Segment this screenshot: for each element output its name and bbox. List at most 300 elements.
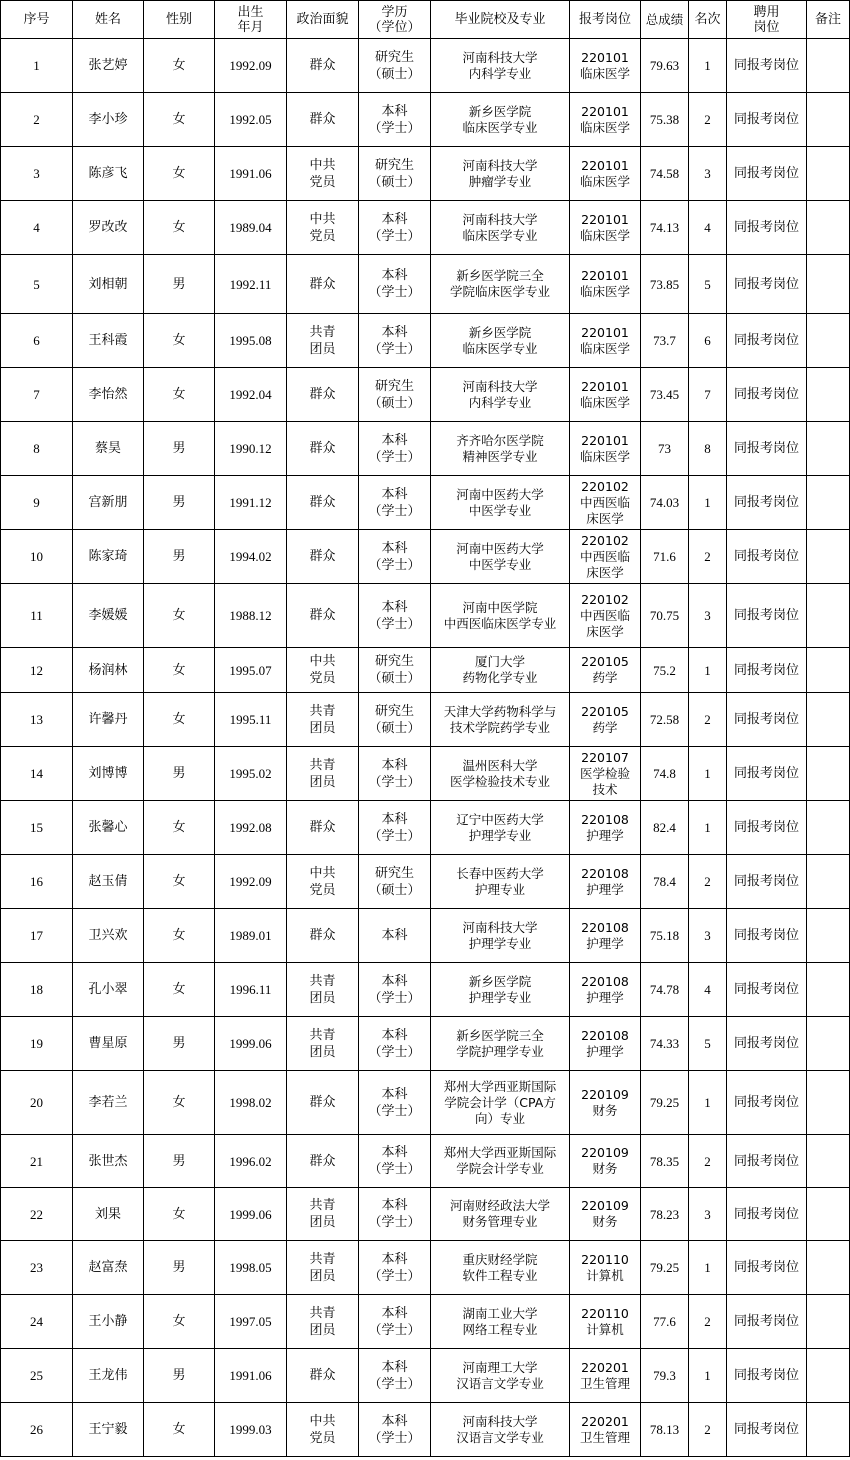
cell-gender: 女	[144, 93, 215, 147]
cell-no: 22	[1, 1188, 73, 1241]
cell-post: 220105 药学	[570, 648, 641, 693]
cell-note	[807, 1403, 850, 1457]
cell-edu: 本科 （学士）	[359, 201, 431, 255]
cell-name: 曹星原	[73, 1017, 144, 1071]
cell-gender: 女	[144, 314, 215, 368]
cell-hire: 同报考岗位	[727, 1295, 807, 1349]
cell-no: 5	[1, 255, 73, 314]
cell-post: 220101 临床医学	[570, 201, 641, 255]
cell-edu: 本科 （学士）	[359, 1135, 431, 1188]
cell-note	[807, 1188, 850, 1241]
cell-edu: 研究生 （硕士）	[359, 693, 431, 747]
cell-hire: 同报考岗位	[727, 648, 807, 693]
cell-political: 共青 团员	[287, 747, 359, 801]
table-row	[1, 1188, 850, 1241]
cell-note	[807, 255, 850, 314]
table-row	[1, 693, 850, 747]
cell-rank: 1	[689, 476, 727, 530]
cell-birth: 1992.04	[215, 368, 287, 422]
table-row	[1, 1241, 850, 1295]
cell-post: 220105 药学	[570, 693, 641, 747]
cell-hire: 同报考岗位	[727, 1188, 807, 1241]
cell-birth: 1995.08	[215, 314, 287, 368]
header-edu: 学历 （学位）	[359, 1, 431, 39]
cell-hire: 同报考岗位	[727, 422, 807, 476]
cell-edu: 本科 （学士）	[359, 255, 431, 314]
cell-political: 中共 党员	[287, 201, 359, 255]
cell-no: 17	[1, 909, 73, 963]
cell-birth: 1992.08	[215, 801, 287, 855]
cell-no: 9	[1, 476, 73, 530]
cell-hire: 同报考岗位	[727, 476, 807, 530]
cell-name: 蔡昊	[73, 422, 144, 476]
cell-score: 79.25	[641, 1071, 689, 1135]
table-row	[1, 368, 850, 422]
cell-hire: 同报考岗位	[727, 1135, 807, 1188]
cell-rank: 4	[689, 963, 727, 1017]
cell-rank: 1	[689, 1241, 727, 1295]
cell-gender: 男	[144, 1349, 215, 1403]
cell-political: 中共 党员	[287, 855, 359, 909]
cell-score: 77.6	[641, 1295, 689, 1349]
cell-note	[807, 855, 850, 909]
cell-rank: 2	[689, 1295, 727, 1349]
cell-hire: 同报考岗位	[727, 855, 807, 909]
cell-edu: 本科 （学士）	[359, 584, 431, 648]
cell-score: 79.63	[641, 39, 689, 93]
cell-school: 河南科技大学 护理学专业	[431, 909, 570, 963]
cell-rank: 4	[689, 201, 727, 255]
cell-rank: 1	[689, 648, 727, 693]
cell-rank: 1	[689, 801, 727, 855]
cell-hire: 同报考岗位	[727, 1403, 807, 1457]
cell-school: 齐齐哈尔医学院 精神医学专业	[431, 422, 570, 476]
cell-political: 共青 团员	[287, 693, 359, 747]
cell-no: 24	[1, 1295, 73, 1349]
cell-edu: 本科 （学士）	[359, 1071, 431, 1135]
cell-gender: 女	[144, 368, 215, 422]
cell-note	[807, 1349, 850, 1403]
cell-post: 220107 医学检验 技术	[570, 747, 641, 801]
cell-no: 16	[1, 855, 73, 909]
cell-birth: 1992.09	[215, 39, 287, 93]
cell-hire: 同报考岗位	[727, 255, 807, 314]
cell-note	[807, 1241, 850, 1295]
cell-post: 220109 财务	[570, 1071, 641, 1135]
cell-birth: 1989.04	[215, 201, 287, 255]
cell-note	[807, 693, 850, 747]
cell-school: 新乡医学院三全 学院护理学专业	[431, 1017, 570, 1071]
table-row	[1, 39, 850, 93]
cell-political: 中共 党员	[287, 147, 359, 201]
cell-note	[807, 747, 850, 801]
cell-edu: 本科 （学士）	[359, 747, 431, 801]
cell-hire: 同报考岗位	[727, 1017, 807, 1071]
header-hire: 聘用 岗位	[727, 1, 807, 39]
cell-gender: 女	[144, 801, 215, 855]
table-row	[1, 855, 850, 909]
cell-school: 河南中医学院 中西医临床医学专业	[431, 584, 570, 648]
cell-edu: 本科 （学士）	[359, 1188, 431, 1241]
cell-note	[807, 1071, 850, 1135]
cell-school: 郑州大学西亚斯国际 学院会计学专业	[431, 1135, 570, 1188]
cell-edu: 本科 （学士）	[359, 93, 431, 147]
table-row	[1, 747, 850, 801]
cell-gender: 女	[144, 201, 215, 255]
cell-birth: 1988.12	[215, 584, 287, 648]
cell-score: 74.03	[641, 476, 689, 530]
cell-edu: 研究生 （硕士）	[359, 855, 431, 909]
table-row	[1, 201, 850, 255]
cell-gender: 女	[144, 855, 215, 909]
table-row	[1, 476, 850, 530]
cell-hire: 同报考岗位	[727, 747, 807, 801]
cell-edu: 本科 （学士）	[359, 422, 431, 476]
cell-school: 河南财经政法大学 财务管理专业	[431, 1188, 570, 1241]
table-row	[1, 584, 850, 648]
cell-rank: 6	[689, 314, 727, 368]
cell-score: 78.23	[641, 1188, 689, 1241]
cell-name: 赵玉倩	[73, 855, 144, 909]
cell-birth: 1991.12	[215, 476, 287, 530]
cell-name: 李小珍	[73, 93, 144, 147]
cell-name: 刘相朝	[73, 255, 144, 314]
cell-gender: 女	[144, 909, 215, 963]
cell-no: 3	[1, 147, 73, 201]
cell-school: 温州医科大学 医学检验技术专业	[431, 747, 570, 801]
cell-name: 王小静	[73, 1295, 144, 1349]
cell-school: 新乡医学院三全 学院临床医学专业	[431, 255, 570, 314]
cell-edu: 本科 （学士）	[359, 530, 431, 584]
cell-rank: 3	[689, 147, 727, 201]
cell-hire: 同报考岗位	[727, 39, 807, 93]
cell-hire: 同报考岗位	[727, 584, 807, 648]
cell-score: 82.4	[641, 801, 689, 855]
cell-no: 19	[1, 1017, 73, 1071]
cell-name: 张馨心	[73, 801, 144, 855]
header-name: 姓名	[73, 1, 144, 39]
cell-school: 河南科技大学 临床医学专业	[431, 201, 570, 255]
cell-name: 杨润林	[73, 648, 144, 693]
cell-name: 张世杰	[73, 1135, 144, 1188]
header-birth: 出生 年月	[215, 1, 287, 39]
table-row	[1, 1403, 850, 1457]
table-row	[1, 530, 850, 584]
cell-rank: 1	[689, 1071, 727, 1135]
cell-political: 中共 党员	[287, 648, 359, 693]
table-row	[1, 314, 850, 368]
cell-gender: 男	[144, 1241, 215, 1295]
cell-name: 王龙伟	[73, 1349, 144, 1403]
cell-no: 11	[1, 584, 73, 648]
table-row	[1, 801, 850, 855]
cell-name: 许馨丹	[73, 693, 144, 747]
cell-post: 220101 临床医学	[570, 422, 641, 476]
cell-score: 75.2	[641, 648, 689, 693]
cell-rank: 5	[689, 1017, 727, 1071]
cell-score: 75.18	[641, 909, 689, 963]
cell-post: 220110 计算机	[570, 1241, 641, 1295]
cell-note	[807, 648, 850, 693]
cell-gender: 女	[144, 1403, 215, 1457]
cell-post: 220201 卫生管理	[570, 1349, 641, 1403]
cell-score: 73	[641, 422, 689, 476]
cell-school: 辽宁中医药大学 护理学专业	[431, 801, 570, 855]
header-post: 报考岗位	[570, 1, 641, 39]
cell-edu: 本科 （学士）	[359, 801, 431, 855]
table-row	[1, 1295, 850, 1349]
cell-birth: 1995.02	[215, 747, 287, 801]
cell-rank: 1	[689, 747, 727, 801]
cell-note	[807, 39, 850, 93]
cell-score: 74.58	[641, 147, 689, 201]
table-row	[1, 963, 850, 1017]
cell-edu: 本科 （学士）	[359, 476, 431, 530]
cell-post: 220101 临床医学	[570, 93, 641, 147]
table-row	[1, 909, 850, 963]
cell-hire: 同报考岗位	[727, 93, 807, 147]
cell-political: 共青 团员	[287, 314, 359, 368]
cell-edu: 研究生 （硕士）	[359, 648, 431, 693]
cell-school: 河南科技大学 内科学专业	[431, 39, 570, 93]
cell-edu: 本科 （学士）	[359, 1241, 431, 1295]
header-row	[1, 1, 850, 39]
cell-school: 郑州大学西亚斯国际 学院会计学（CPA方 向）专业	[431, 1071, 570, 1135]
cell-name: 陈彦飞	[73, 147, 144, 201]
cell-gender: 男	[144, 476, 215, 530]
cell-birth: 1995.07	[215, 648, 287, 693]
cell-rank: 2	[689, 530, 727, 584]
cell-rank: 3	[689, 584, 727, 648]
cell-note	[807, 476, 850, 530]
cell-hire: 同报考岗位	[727, 693, 807, 747]
cell-name: 罗改改	[73, 201, 144, 255]
cell-name: 卫兴欢	[73, 909, 144, 963]
cell-score: 75.38	[641, 93, 689, 147]
cell-school: 河南理工大学 汉语言文学专业	[431, 1349, 570, 1403]
cell-score: 71.6	[641, 530, 689, 584]
cell-birth: 1990.12	[215, 422, 287, 476]
table-row	[1, 648, 850, 693]
cell-gender: 男	[144, 1135, 215, 1188]
cell-rank: 2	[689, 855, 727, 909]
cell-rank: 1	[689, 39, 727, 93]
cell-edu: 研究生 （硕士）	[359, 147, 431, 201]
cell-political: 群众	[287, 93, 359, 147]
cell-no: 18	[1, 963, 73, 1017]
cell-name: 王宁毅	[73, 1403, 144, 1457]
cell-post: 220108 护理学	[570, 1017, 641, 1071]
cell-name: 李怡然	[73, 368, 144, 422]
cell-name: 宫新朋	[73, 476, 144, 530]
cell-no: 2	[1, 93, 73, 147]
cell-no: 12	[1, 648, 73, 693]
cell-hire: 同报考岗位	[727, 530, 807, 584]
cell-note	[807, 909, 850, 963]
cell-hire: 同报考岗位	[727, 368, 807, 422]
cell-hire: 同报考岗位	[727, 1071, 807, 1135]
cell-score: 73.85	[641, 255, 689, 314]
cell-post: 220108 护理学	[570, 963, 641, 1017]
cell-note	[807, 368, 850, 422]
cell-name: 赵富焘	[73, 1241, 144, 1295]
header-score: 总成绩	[641, 1, 689, 39]
cell-note	[807, 530, 850, 584]
cell-edu: 本科 （学士）	[359, 1017, 431, 1071]
cell-edu: 本科 （学士）	[359, 963, 431, 1017]
cell-birth: 1991.06	[215, 1349, 287, 1403]
cell-birth: 1999.06	[215, 1017, 287, 1071]
cell-no: 14	[1, 747, 73, 801]
cell-birth: 1996.02	[215, 1135, 287, 1188]
cell-no: 13	[1, 693, 73, 747]
cell-gender: 女	[144, 1071, 215, 1135]
cell-hire: 同报考岗位	[727, 1349, 807, 1403]
cell-note	[807, 314, 850, 368]
header-rank: 名次	[689, 1, 727, 39]
cell-note	[807, 801, 850, 855]
cell-birth: 1992.05	[215, 93, 287, 147]
cell-political: 群众	[287, 909, 359, 963]
cell-school: 厦门大学 药物化学专业	[431, 648, 570, 693]
cell-school: 湖南工业大学 网络工程专业	[431, 1295, 570, 1349]
cell-score: 79.3	[641, 1349, 689, 1403]
cell-note	[807, 93, 850, 147]
cell-name: 刘博博	[73, 747, 144, 801]
cell-birth: 1997.05	[215, 1295, 287, 1349]
cell-birth: 1999.06	[215, 1188, 287, 1241]
cell-birth: 1994.02	[215, 530, 287, 584]
cell-post: 220201 卫生管理	[570, 1403, 641, 1457]
cell-score: 79.25	[641, 1241, 689, 1295]
cell-post: 220110 计算机	[570, 1295, 641, 1349]
cell-political: 群众	[287, 255, 359, 314]
cell-post: 220109 财务	[570, 1135, 641, 1188]
cell-political: 中共 党员	[287, 1403, 359, 1457]
cell-gender: 女	[144, 39, 215, 93]
cell-birth: 1992.11	[215, 255, 287, 314]
cell-gender: 女	[144, 693, 215, 747]
cell-name: 王科霞	[73, 314, 144, 368]
cell-score: 74.13	[641, 201, 689, 255]
table-row	[1, 93, 850, 147]
cell-school: 长春中医药大学 护理专业	[431, 855, 570, 909]
cell-political: 群众	[287, 530, 359, 584]
cell-birth: 1995.11	[215, 693, 287, 747]
header-no: 序号	[1, 1, 73, 39]
cell-edu: 本科 （学士）	[359, 1295, 431, 1349]
cell-gender: 女	[144, 1295, 215, 1349]
cell-gender: 女	[144, 584, 215, 648]
cell-school: 新乡医学院 护理学专业	[431, 963, 570, 1017]
cell-birth: 1992.09	[215, 855, 287, 909]
cell-rank: 8	[689, 422, 727, 476]
cell-hire: 同报考岗位	[727, 201, 807, 255]
cell-school: 重庆财经学院 软件工程专业	[431, 1241, 570, 1295]
cell-no: 8	[1, 422, 73, 476]
cell-note	[807, 147, 850, 201]
cell-hire: 同报考岗位	[727, 314, 807, 368]
cell-political: 群众	[287, 801, 359, 855]
cell-political: 群众	[287, 1071, 359, 1135]
cell-no: 15	[1, 801, 73, 855]
cell-no: 6	[1, 314, 73, 368]
cell-rank: 7	[689, 368, 727, 422]
cell-rank: 2	[689, 93, 727, 147]
cell-gender: 女	[144, 648, 215, 693]
table-row	[1, 1017, 850, 1071]
cell-post: 220102 中西医临 床医学	[570, 530, 641, 584]
cell-rank: 2	[689, 693, 727, 747]
cell-political: 群众	[287, 1349, 359, 1403]
table-row	[1, 1349, 850, 1403]
cell-score: 78.35	[641, 1135, 689, 1188]
table-row	[1, 1071, 850, 1135]
cell-school: 天津大学药物科学与 技术学院药学专业	[431, 693, 570, 747]
cell-birth: 1998.02	[215, 1071, 287, 1135]
cell-gender: 男	[144, 747, 215, 801]
cell-no: 20	[1, 1071, 73, 1135]
cell-political: 群众	[287, 422, 359, 476]
cell-score: 73.45	[641, 368, 689, 422]
cell-gender: 男	[144, 255, 215, 314]
cell-rank: 3	[689, 1188, 727, 1241]
cell-post: 220108 护理学	[570, 909, 641, 963]
cell-hire: 同报考岗位	[727, 801, 807, 855]
cell-edu: 本科	[359, 909, 431, 963]
cell-hire: 同报考岗位	[727, 1241, 807, 1295]
cell-birth: 1998.05	[215, 1241, 287, 1295]
cell-no: 25	[1, 1349, 73, 1403]
cell-edu: 研究生 （硕士）	[359, 368, 431, 422]
cell-name: 张艺婷	[73, 39, 144, 93]
cell-school: 新乡医学院 临床医学专业	[431, 93, 570, 147]
cell-post: 220108 护理学	[570, 801, 641, 855]
cell-rank: 2	[689, 1135, 727, 1188]
cell-school: 河南中医药大学 中医学专业	[431, 476, 570, 530]
cell-edu: 本科 （学士）	[359, 1349, 431, 1403]
cell-political: 群众	[287, 1135, 359, 1188]
cell-note	[807, 1295, 850, 1349]
cell-birth: 1989.01	[215, 909, 287, 963]
cell-no: 1	[1, 39, 73, 93]
cell-gender: 女	[144, 1188, 215, 1241]
header-school: 毕业院校及专业	[431, 1, 570, 39]
table-row	[1, 147, 850, 201]
cell-score: 73.7	[641, 314, 689, 368]
cell-political: 共青 团员	[287, 1295, 359, 1349]
cell-gender: 女	[144, 147, 215, 201]
cell-rank: 1	[689, 1349, 727, 1403]
cell-post: 220101 临床医学	[570, 314, 641, 368]
cell-score: 74.78	[641, 963, 689, 1017]
cell-score: 78.4	[641, 855, 689, 909]
cell-no: 21	[1, 1135, 73, 1188]
cell-school: 河南科技大学 汉语言文学专业	[431, 1403, 570, 1457]
cell-post: 220101 临床医学	[570, 147, 641, 201]
cell-hire: 同报考岗位	[727, 909, 807, 963]
cell-no: 7	[1, 368, 73, 422]
cell-birth: 1999.03	[215, 1403, 287, 1457]
cell-rank: 2	[689, 1403, 727, 1457]
cell-edu: 研究生 （硕士）	[359, 39, 431, 93]
table-row	[1, 1135, 850, 1188]
cell-post: 220108 护理学	[570, 855, 641, 909]
cell-political: 群众	[287, 584, 359, 648]
cell-name: 李若兰	[73, 1071, 144, 1135]
cell-gender: 女	[144, 963, 215, 1017]
cell-post: 220102 中西医临 床医学	[570, 476, 641, 530]
